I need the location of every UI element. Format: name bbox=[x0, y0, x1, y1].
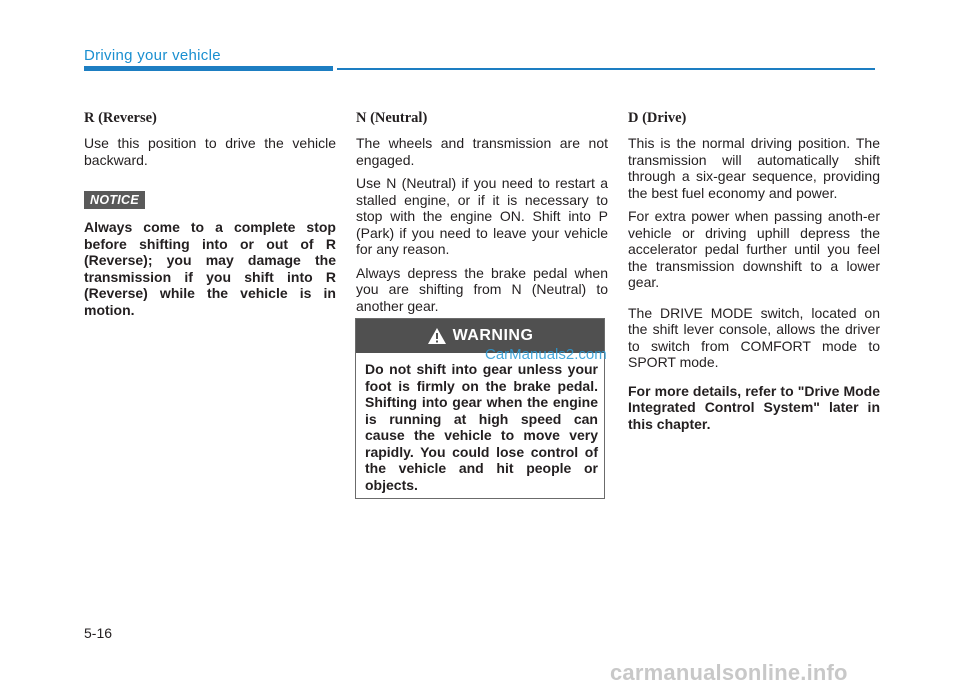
header-rule-thin bbox=[337, 68, 875, 70]
warning-label: WARNING bbox=[452, 327, 534, 344]
drive-paragraph-2: For extra power when passing anoth-er vehicle or driving uphill depress the accelerator pedal further until you feel the transmission downshift to a lower gear. bbox=[628, 208, 880, 290]
neutral-paragraph-1: The wheels and transmission are not engaged. bbox=[356, 135, 608, 168]
warning-triangle-icon bbox=[427, 327, 447, 345]
column-neutral bbox=[356, 110, 608, 321]
drive-heading: D (Drive) bbox=[628, 110, 687, 126]
section-title: Driving your vehicle bbox=[84, 47, 221, 64]
drive-paragraph-1: This is the normal driving position. The transmission will automatically shift through a six-gear sequence, providing the best fuel economy and power. bbox=[628, 135, 880, 201]
footer-site-link[interactable]: carmanualsonline.info bbox=[610, 660, 848, 685]
neutral-paragraph-3: Always depress the brake pedal when you are shifting from N (Neutral) to another gear. bbox=[356, 264, 608, 314]
neutral-heading: N (Neutral) bbox=[356, 110, 428, 126]
neutral-paragraph-2: Use N (Neutral) if you need to restart a stalled engine, or if it is necessary to stop with the engine ON. Shift into P (Park) if you need to leave your vehicle for any reason. bbox=[356, 175, 608, 257]
column-reverse bbox=[84, 110, 336, 325]
watermark: CarManuals2.com bbox=[485, 346, 607, 363]
drive-paragraph-3: The DRIVE MODE switch, located on the shift lever console, allows the driver to switch from COMFORT mode to SPORT mode. bbox=[628, 304, 880, 370]
page-number: 5-16 bbox=[84, 625, 113, 641]
reverse-heading: R (Reverse) bbox=[84, 110, 157, 126]
header-rule-thick bbox=[84, 66, 333, 71]
reverse-text: Use this position to drive the vehicle backward. bbox=[84, 135, 336, 168]
column-drive bbox=[628, 110, 880, 439]
drive-paragraph-4: For more details, refer to "Drive Mode Integrated Control System" later in this chapter. bbox=[628, 382, 880, 432]
notice-text: Always come to a complete stop before shifting into or out of R (Reverse); you may damage the transmission if you shift into R (Reverse) while the vehicle is in motion. bbox=[84, 219, 336, 318]
warning-text: Do not shift into gear unless your foot is firmly on the brake pedal. Shifting into gear when the engine is running at high speed can cause the vehicle to move very rapidly. You could lose control of the vehicle and hit people or objects. bbox=[365, 361, 598, 493]
notice-badge: NOTICE bbox=[84, 191, 145, 209]
warning-body bbox=[356, 353, 604, 493]
